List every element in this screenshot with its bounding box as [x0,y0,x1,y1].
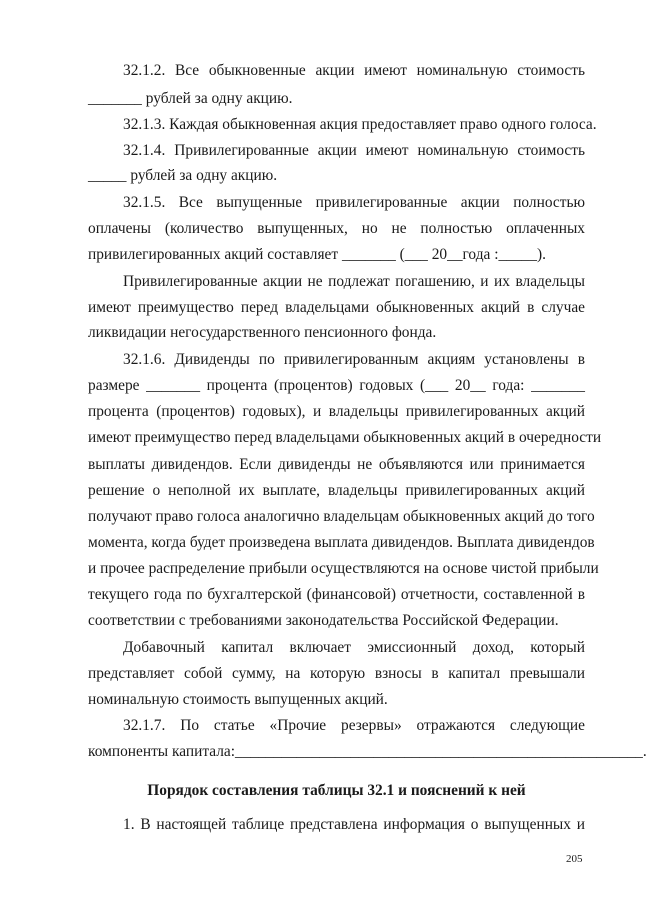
text-line: имеют преимущество перед владельцами обыкновенных акций в случае [88,299,585,316]
text-line: оплачены (количество выпущенных, но не полностью оплаченных [88,220,585,237]
text-line: и прочее распределение прибыли осуществляются на основе чистой прибыли [88,560,599,577]
text-line: привилегированных акций составляет _______ (___ 20__года :_____). [88,246,546,263]
text-line: ликвидации негосударственного пенсионного фонда. [88,324,437,341]
page-number: 205 [566,853,583,865]
text-line: имеют преимущество перед владельцами обыкновенных акций в очередности [88,429,602,446]
text-line: _______ рублей за одну акцию. [88,90,293,107]
text-line: 32.1.3. Каждая обыкновенная акция предоставляет право одного голоса. [123,116,597,133]
text-line: размере _______ процента (процентов) годовых (___ 20__ года: _______ [88,377,585,394]
text-line: представляет собой сумму, на которую взносы в капитал превышали [88,665,585,682]
text-line: 1. В настоящей таблице представлена информация о выпущенных и [123,816,585,833]
text-line: выплаты дивидендов. Если дивиденды не объявляются или принимается [88,456,585,473]
text-line: компоненты капитала:_____________________________________________________. [88,743,647,760]
text-line: номинальную стоимость выпущенных акций. [88,691,388,708]
text-line: текущего года по бухгалтерской (финансовой) отчетности, составленной в [88,586,585,603]
text-line: соответствии с требованиями законодательства Российской Федерации. [88,612,559,629]
text-line: получают право голоса аналогично владельцам обыкновенных акций до того [88,508,595,525]
text-line: 32.1.7. По статье «Прочие резервы» отражаются следующие [123,717,585,734]
text-line: 32.1.5. Все выпущенные привилегированные акции полностью [123,194,585,211]
text-line: 32.1.6. Дивиденды по привилегированным акциям установлены в [123,351,585,368]
text-line: 32.1.4. Привилегированные акции имеют номинальную стоимость [123,142,585,159]
text-line: момента, когда будет произведена выплата дивидендов. Выплата дивидендов [88,534,595,551]
text-line: решение о неполной их выплате, владельцы привилегированных акций [88,482,585,499]
section-heading: Порядок составления таблицы 32.1 и пояснений к ней [147,782,526,799]
text-line: Привилегированные акции не подлежат погашению, и их владельцы [123,273,585,290]
text-line: _____ рублей за одну акцию. [88,167,278,184]
text-line: процента (процентов) годовых), и владельцы привилегированных акций [88,403,585,420]
text-line: 32.1.2. Все обыкновенные акции имеют номинальную стоимость [123,62,585,79]
text-line: Добавочный капитал включает эмиссионный доход, который [123,639,585,656]
